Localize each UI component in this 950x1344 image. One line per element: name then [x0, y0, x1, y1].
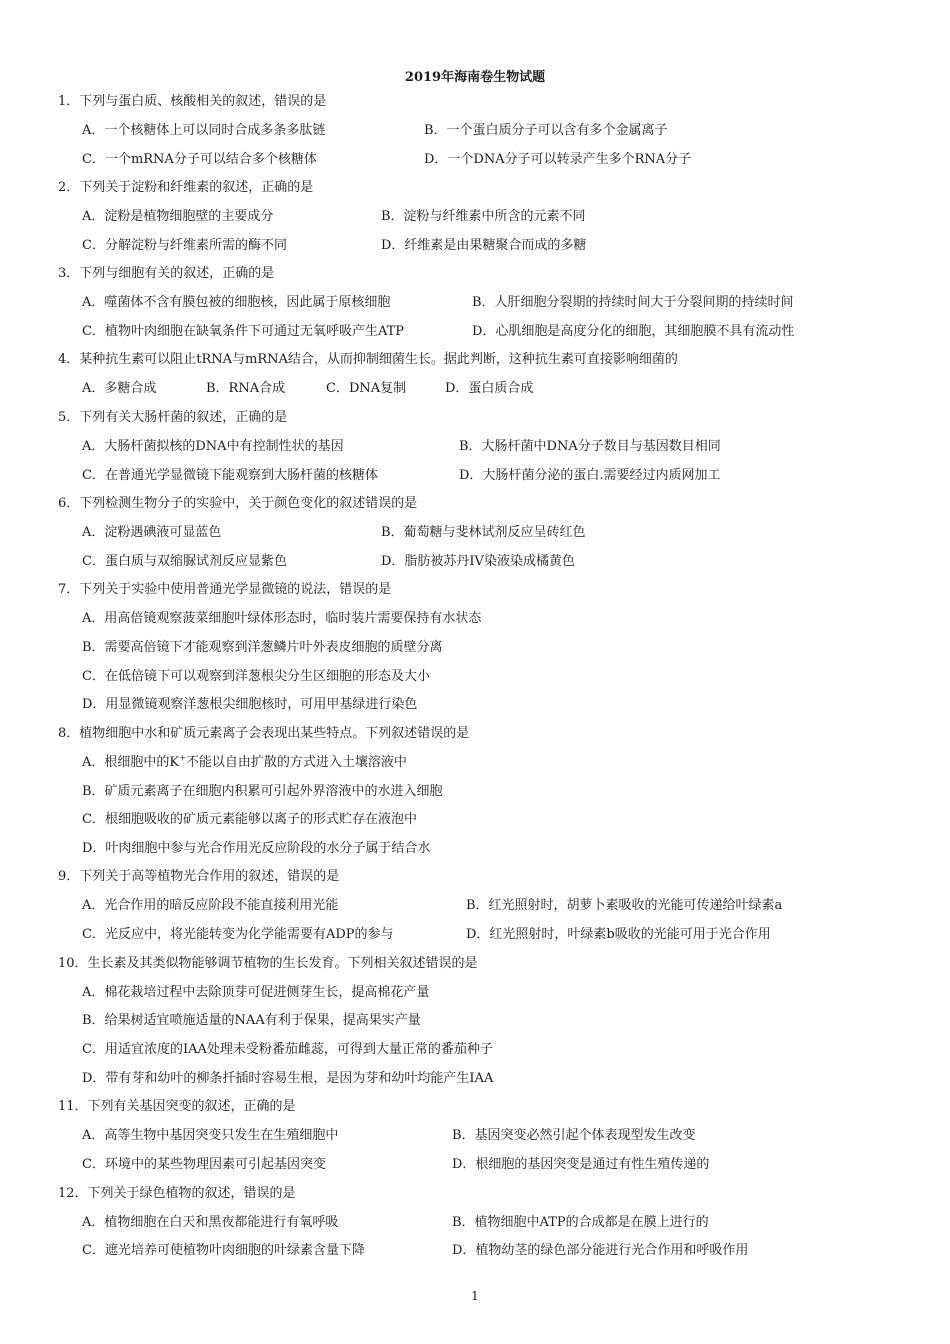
question-6-option-b: B．葡萄糖与斐林试剂反应呈砖红色	[381, 525, 586, 540]
question-9-option-a: A．光合作用的暗反应阶段不能直接利用光能	[82, 898, 339, 913]
question-2-option-b: B．淀粉与纤维素中所含的元素不同	[381, 209, 586, 224]
question-2-option-a: A．淀粉是植物细胞壁的主要成分	[82, 209, 274, 224]
question-10-option-d: D．带有芽和幼叶的柳条扦插时容易生根，是因为芽和幼叶均能产生IAA	[82, 1071, 494, 1086]
question-4-option-d: D．蛋白质合成	[445, 381, 534, 396]
question-5-stem: 5．下列有关大肠杆菌的叙述，正确的是	[58, 410, 288, 425]
question-8-option-a-prefix: A．根细胞中的K	[82, 755, 180, 770]
question-3-option-a: A．噬菌体不含有膜包被的细胞核，因此属于原核细胞	[82, 295, 391, 310]
question-6-option-d: D．脂肪被苏丹IV染液染成橘黄色	[381, 554, 575, 569]
question-8-option-c: C．根细胞吸收的矿质元素能够以离子的形式贮存在液泡中	[82, 812, 417, 827]
question-10-option-c: C．用适宜浓度的IAA处理未受粉番茄雌蕊，可得到大量正常的番茄种子	[82, 1042, 493, 1057]
question-9-option-c: C．光反应中，将光能转变为化学能需要有ADP的参与	[82, 927, 394, 942]
question-11-option-c: C．环境中的某些物理因素可引起基因突变	[82, 1157, 326, 1172]
question-11-stem: 11．下列有关基因突变的叙述，正确的是	[58, 1099, 296, 1114]
question-12-option-b: B．植物细胞中ATP的合成都是在膜上进行的	[452, 1215, 709, 1230]
question-2-option-c: C．分解淀粉与纤维素所需的酶不同	[82, 238, 287, 253]
question-10-stem: 10．生长素及其类似物能够调节植物的生长发育。下列相关叙述错误的是	[58, 956, 478, 971]
question-12-option-a: A．植物细胞在白天和黑夜都能进行有氧呼吸	[82, 1215, 339, 1230]
question-3-option-c: C．植物叶肉细胞在缺氧条件下可通过无氧呼吸产生ATP	[82, 324, 405, 339]
question-7-option-d: D．用显微镜观察洋葱根尖细胞核时，可用甲基绿进行染色	[82, 697, 418, 712]
question-4-option-a: A．多糖合成	[82, 381, 157, 396]
question-11-option-d: D．根细胞的基因突变是通过有性生殖传递的	[452, 1157, 710, 1172]
question-1-option-b: B．一个蛋白质分子可以含有多个金属离子	[424, 123, 668, 138]
page-number: 1	[471, 1289, 479, 1303]
question-4-option-c: C．DNA复制	[326, 381, 407, 396]
question-8-option-b: B．矿质元素离子在细胞内积累可引起外界溶液中的水进入细胞	[82, 784, 443, 799]
page-title: 2019年海南卷生物试题	[404, 70, 546, 85]
question-6-stem: 6．下列检测生物分子的实验中，关于颜色变化的叙述错误的是	[58, 496, 418, 511]
question-7-option-b: B．需要高倍镜下才能观察到洋葱鳞片叶外表皮细胞的质壁分离	[82, 640, 443, 655]
question-8-option-d: D．叶肉细胞中参与光合作用光反应阶段的水分子属于结合水	[82, 841, 431, 856]
question-10-option-b: B．给果树适宜喷施适量的NAA有利于保果，提高果实产量	[82, 1013, 421, 1028]
question-12-stem: 12．下列关于绿色植物的叙述，错误的是	[58, 1186, 296, 1201]
question-1-option-c: C．一个mRNA分子可以结合多个核糖体	[82, 152, 317, 167]
question-9-option-d: D．红光照射时，叶绿素b吸收的光能可用于光合作用	[466, 927, 771, 942]
question-3-stem: 3．下列与细胞有关的叙述，正确的是	[58, 266, 275, 281]
question-3-option-d: D．心肌细胞是高度分化的细胞，其细胞膜不具有流动性	[472, 324, 795, 339]
question-4-option-b: B．RNA合成	[206, 381, 286, 396]
question-5-option-b: B．大肠杆菌中DNA分子数目与基因数目相同	[459, 439, 721, 454]
question-1-option-a: A．一个核糖体上可以同时合成多条多肽链	[82, 123, 326, 138]
question-5-option-d: D．大肠杆菌分泌的蛋白.需要经过内质网加工	[459, 468, 721, 483]
question-7-option-c: C．在低倍镜下可以观察到洋葱根尖分生区细胞的形态及大小	[82, 669, 430, 684]
question-11-option-b: B．基因突变必然引起个体表现型发生改变	[452, 1128, 696, 1143]
question-12-option-c: C．遮光培养可使植物叶肉细胞的叶绿素含量下降	[82, 1243, 365, 1258]
question-4-stem: 4．某种抗生素可以阻止tRNA与mRNA结合，从而抑制细菌生长。据此判断，这种抗生素可直接影响细菌的	[58, 352, 678, 367]
question-10-option-a: A．棉花栽培过程中去除顶芽可促进侧芽生长，提高棉花产量	[82, 985, 430, 1000]
question-8-option-a-rest: 不能以自由扩散的方式进入土壤溶液中	[185, 755, 407, 770]
question-5-option-c: C．在普通光学显微镜下能观察到大肠杆菌的核糖体	[82, 468, 378, 483]
question-1-option-d: D．一个DNA分子可以转录产生多个RNA分子	[424, 152, 692, 167]
question-3-option-b: B．人肝细胞分裂期的持续时间大于分裂间期的持续时间	[472, 295, 794, 310]
potassium-charge: +	[179, 753, 186, 763]
question-5-option-a: A．大肠杆菌拟核的DNA中有控制性状的基因	[82, 439, 344, 454]
question-8-option-a	[82, 755, 407, 771]
question-9-stem: 9．下列关于高等植物光合作用的叙述，错误的是	[58, 869, 340, 884]
question-7-option-a: A．用高倍镜观察菠菜细胞叶绿体形态时，临时装片需要保持有水状态	[82, 611, 482, 626]
question-2-stem: 2．下列关于淀粉和纤维素的叙述，正确的是	[58, 180, 314, 195]
question-12-option-d: D．植物幼茎的绿色部分能进行光合作用和呼吸作用	[452, 1243, 749, 1258]
question-9-option-b: B．红光照射时，胡萝卜素吸收的光能可传递给叶绿素a	[466, 898, 783, 913]
question-11-option-a: A．高等生物中基因突变只发生在生殖细胞中	[82, 1128, 339, 1143]
question-6-option-c: C．蛋白质与双缩脲试剂反应显紫色	[82, 554, 287, 569]
question-1-stem: 1．下列与蛋白质、核酸相关的叙述，错误的是	[58, 94, 327, 109]
question-2-option-d: D．纤维素是由果糖聚合而成的多糖	[381, 238, 587, 253]
question-7-stem: 7．下列关于实验中使用普通光学显微镜的说法，错误的是	[58, 582, 392, 597]
question-8-stem: 8．植物细胞中水和矿质元素离子会表现出某些特点。下列叙述错误的是	[58, 726, 470, 741]
question-6-option-a: A．淀粉遇碘液可显蓝色	[82, 525, 222, 540]
